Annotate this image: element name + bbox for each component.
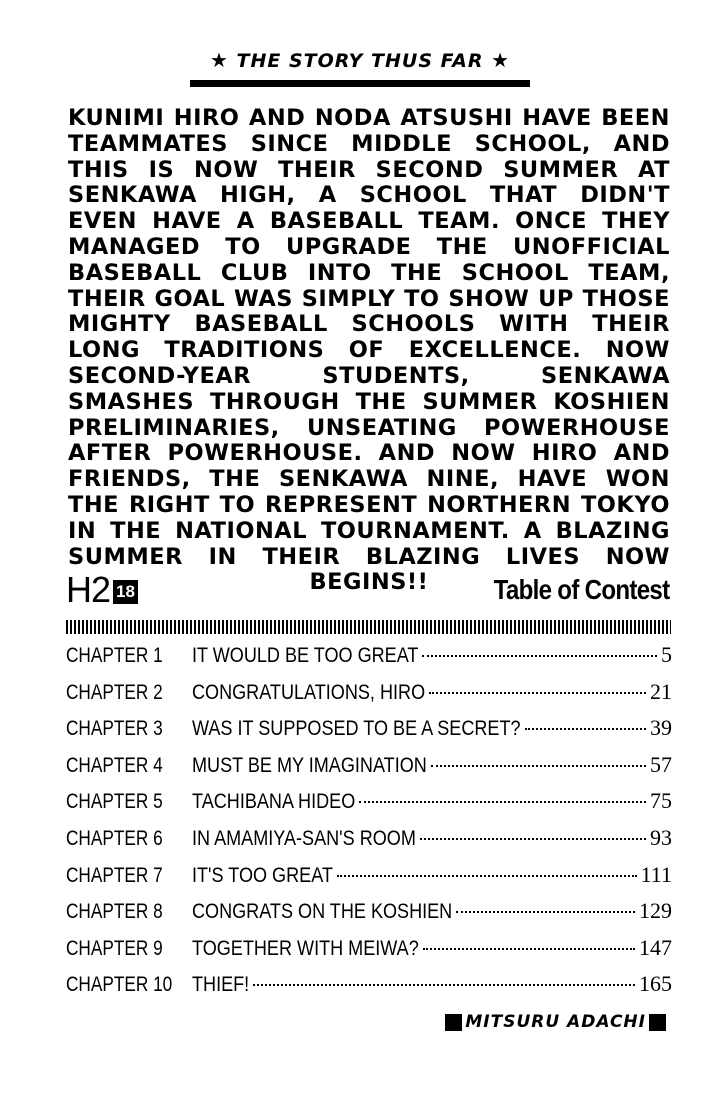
chapter-title: CONGRATS ON THE KOSHIEN (192, 900, 453, 924)
chapter-page: 39 (650, 715, 672, 741)
author-credit (442, 1012, 669, 1032)
dot-leader (456, 911, 635, 913)
chapter-label: CHAPTER 8 (66, 900, 163, 924)
chapter-title: IN AMAMIYA-SAN'S ROOM (192, 826, 416, 850)
dot-leader (420, 838, 646, 840)
chapter-label: CHAPTER 5 (66, 790, 163, 814)
square-left-icon (445, 1014, 462, 1031)
chapter-page: 147 (639, 934, 672, 960)
chapter-label: CHAPTER 6 (66, 826, 163, 850)
toc-row-chapter-6[interactable] (66, 825, 672, 862)
toc-row-chapter-2[interactable] (66, 679, 672, 716)
story-summary: KUNIMI HIRO AND NODA ATSUSHI HAVE BEEN TEAMMATES SINCE MIDDLE SCHOOL, AND THIS IS NOW THEIR SECOND SUMMER AT SENKAWA HIGH, A SCHOOL THAT DIDN'T EVEN HAVE A BASEBALL TEAM. ONCE THEY MANAGED TO UPGRADE THE UNOFFICIAL BASEBALL CLUB INTO THE SCHOOL TEAM, THEIR GOAL WAS SIMPLY TO SHOW UP THOSE MIGHTY BASEBALL SCHOOLS WITH THEIR LONG TRADITIONS OF EXCELLENCE. NOW SECOND-YEAR STUDENTS, SENKAWA SMASHES THROUGH THE SUMMER KOSHIEN PRELIMINARIES, UNSEATING POWERHOUSE AFTER POWERHOUSE. AND NOW HIRO AND FRIENDS, THE SENKAWA NINE, HAVE WON THE RIGHT TO REPRESENT NORTHERN TOKYO IN THE NATIONAL TOURNAMENT. A BLAZING SUMMER IN THEIR BLAZING LIVES NOW BEGINS!! (68, 105, 670, 596)
toc-row-chapter-8[interactable] (66, 898, 672, 935)
toc-row-chapter-4[interactable] (66, 752, 672, 789)
chapter-title: TOGETHER WITH MEIWA? (192, 936, 419, 960)
tick-rule-divider (66, 620, 671, 634)
story-header-title: THE STORY THUS FAR (236, 50, 484, 72)
toc-row-chapter-1[interactable] (66, 642, 672, 679)
dot-leader (525, 728, 646, 730)
chapter-title: TACHIBANA HIDEO (192, 790, 356, 814)
chapter-title: IT'S TOO GREAT (192, 863, 333, 887)
chapter-title: THIEF! (192, 973, 250, 997)
author-name: MITSURU ADACHI (465, 1012, 646, 1032)
chapter-title: MUST BE MY IMAGINATION (192, 753, 427, 777)
series-title: H2 (66, 569, 111, 610)
chapter-page: 21 (650, 678, 672, 704)
dot-leader (429, 692, 646, 694)
chapter-title: CONGRATULATIONS, HIRO (192, 680, 426, 704)
chapter-page: 111 (640, 861, 672, 887)
toc-row-chapter-3[interactable] (66, 715, 672, 752)
series-logo (66, 569, 138, 610)
table-of-contents (66, 642, 672, 1008)
header-rule (190, 80, 530, 87)
dot-leader (253, 984, 635, 986)
chapter-page: 75 (650, 788, 672, 814)
square-right-icon (649, 1014, 666, 1031)
dot-leader (337, 875, 637, 877)
star-left-icon: ★ (209, 48, 229, 72)
chapter-title: IT WOULD BE TOO GREAT (192, 644, 419, 667)
star-right-icon: ★ (491, 48, 511, 72)
chapter-page: 57 (650, 751, 672, 777)
dot-leader (431, 765, 646, 767)
chapter-label: CHAPTER 10 (66, 973, 173, 997)
chapter-page: 93 (650, 824, 672, 850)
chapter-label: CHAPTER 7 (66, 863, 163, 887)
toc-row-chapter-9[interactable] (66, 935, 672, 972)
chapter-title: WAS IT SUPPOSED TO BE A SECRET? (192, 717, 521, 741)
chapter-label: CHAPTER 2 (66, 680, 163, 704)
chapter-label: CHAPTER 3 (66, 717, 163, 741)
dot-leader (422, 655, 657, 657)
toc-row-chapter-7[interactable] (66, 862, 672, 899)
volume-badge: 18 (113, 580, 138, 604)
story-header (190, 48, 530, 72)
chapter-page: 165 (639, 971, 672, 997)
dot-leader (359, 801, 646, 803)
chapter-page: 129 (639, 898, 672, 924)
toc-row-chapter-5[interactable] (66, 788, 672, 825)
chapter-page: 5 (661, 642, 672, 667)
chapter-label: CHAPTER 9 (66, 936, 163, 960)
toc-row-chapter-10[interactable] (66, 971, 672, 1008)
chapter-label: CHAPTER 1 (66, 644, 163, 667)
toc-title: Table of Contest (493, 574, 669, 605)
dot-leader (423, 948, 635, 950)
chapter-label: CHAPTER 4 (66, 753, 163, 777)
